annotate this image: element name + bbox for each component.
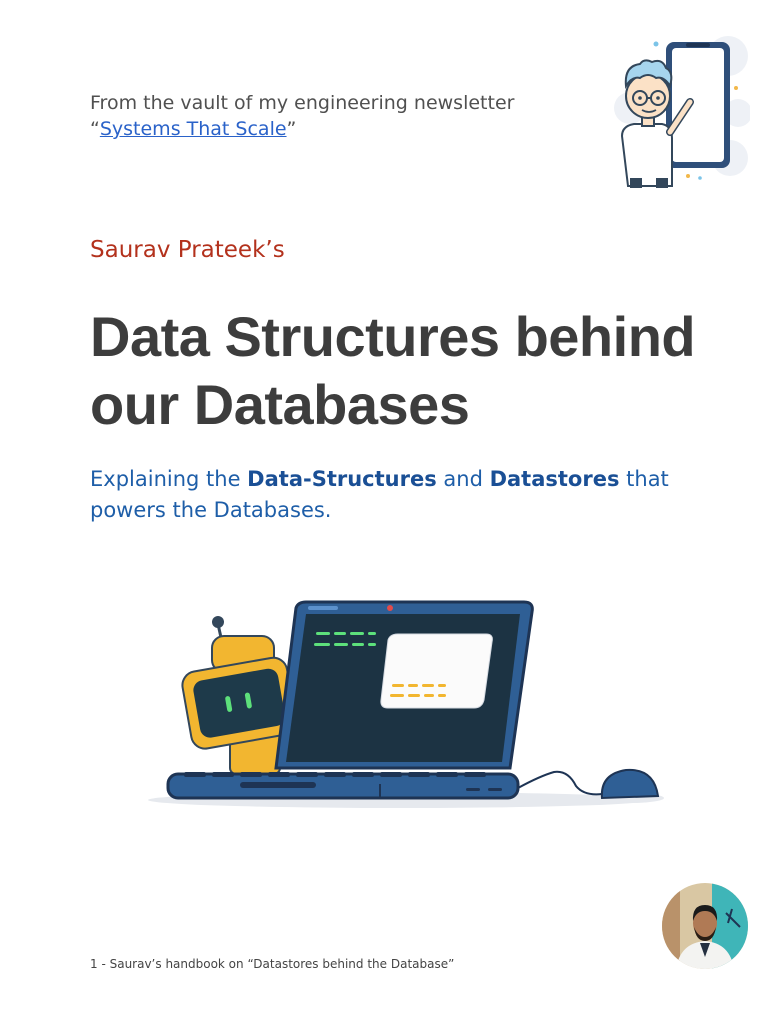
subtitle-bold-1: Data-Structures (247, 467, 437, 491)
subtitle-text-2: and (436, 467, 490, 491)
title-line-2: our Databases (90, 373, 470, 436)
laptop-robot-illustration (140, 598, 670, 813)
document-subtitle (90, 464, 690, 526)
subtitle-text-1: Explaining the (90, 467, 248, 491)
document-title (90, 303, 730, 439)
newsletter-intro (90, 90, 514, 142)
newsletter-link[interactable]: Systems That Scale (99, 118, 287, 140)
newsletter-line (90, 116, 514, 142)
author-avatar (662, 883, 748, 969)
page-footer: 1 - Saurav’s handbook on “Datastores behind the Database” (90, 957, 455, 971)
quote-open: “ (90, 118, 100, 140)
title-line-1: Data Structures behind (90, 305, 696, 368)
subtitle-text-3: that powers the Databases. (90, 467, 669, 522)
character-with-phone-illustration (600, 28, 750, 188)
quote-close: ” (286, 118, 297, 140)
subtitle-bold-2: Datastores (489, 467, 620, 491)
author-name: Saurav Prateek’s (90, 237, 285, 263)
avatar-icon (662, 883, 748, 969)
vault-text: From the vault of my engineering newsletter (90, 92, 515, 114)
